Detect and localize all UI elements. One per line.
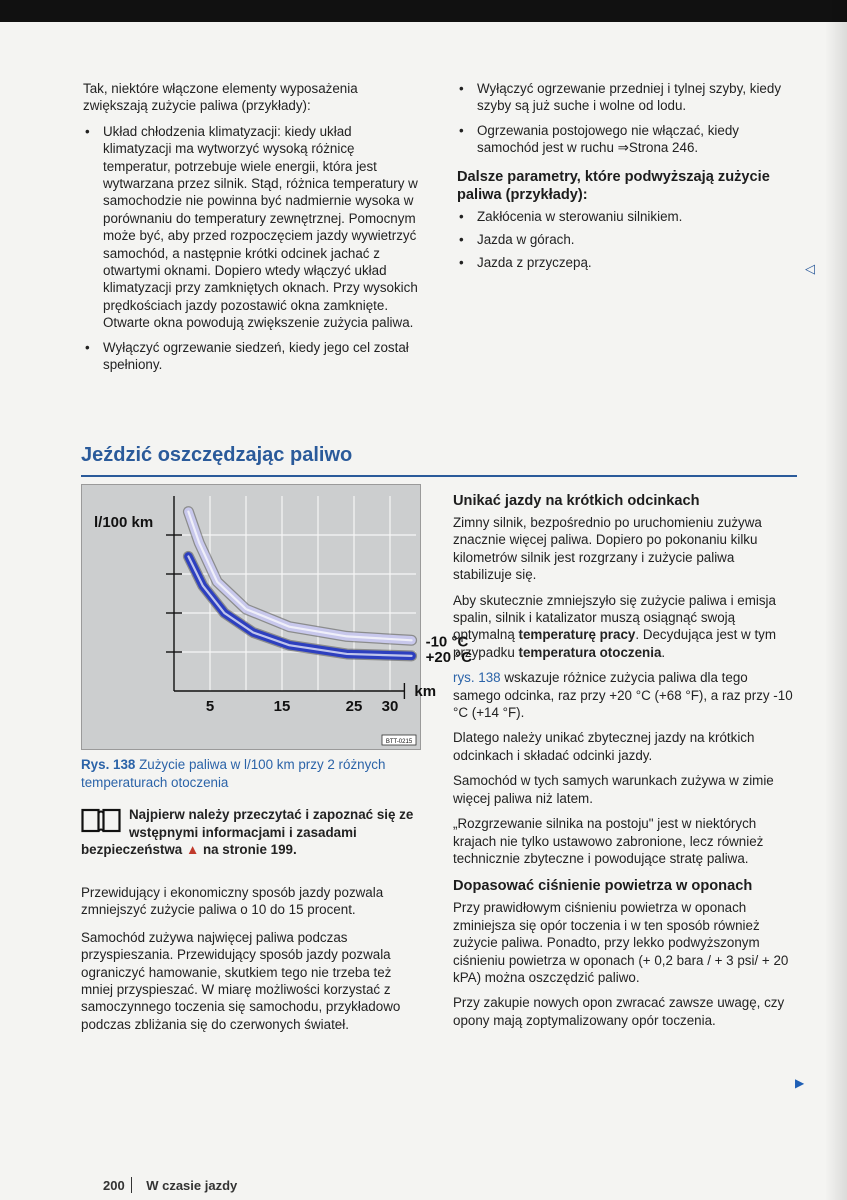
- section-divider: [81, 475, 797, 477]
- subheading-short-trips: Unikać jazdy na krótkich odcinkach: [453, 493, 700, 509]
- x-tick-label: 5: [205, 698, 215, 715]
- list-item: • Zakłócenia w sterowaniu silnikiem.: [459, 208, 683, 224]
- figure-caption-text: Zużycie paliwa w l/100 km przy 2 różnych temperaturach otoczenia: [81, 757, 386, 790]
- intro-paragraph: Tak, niektóre włączone elementy wyposażenia zwiększają zużycie paliwa (przykłady):: [83, 81, 358, 114]
- bullet-icon: •: [85, 123, 90, 139]
- paragraph: Przy prawidłowym ciśnieniu powietrza w oponach zminiejsza się opór toczenia i w ten sposób również zużycie paliwa. Ponadto, przy lekko podwyższonym ciśnieniu powietrza w oponach (+ 0,2 bara / + 3 psi/ + 20 kPA) można oszczędzić paliwo.: [453, 900, 789, 985]
- figure-reference-link[interactable]: rys. 138: [453, 670, 501, 686]
- page-number: 200: [103, 1178, 125, 1193]
- book-icon: [81, 807, 121, 833]
- list-item: • Wyłączyć ogrzewanie siedzeń, kiedy jego cel został spełniony.: [85, 339, 409, 373]
- list-item: • Jazda z przyczepą.: [459, 255, 592, 271]
- series-line-highlight-0: [188, 512, 411, 641]
- x-tick-label: 30: [381, 698, 399, 715]
- warning-icon: ▲: [185, 842, 200, 858]
- figure-caption: [81, 756, 421, 791]
- footer-separator: [131, 1177, 133, 1193]
- bullet-icon: •: [459, 255, 464, 271]
- series-label: -10 °C: [425, 633, 469, 651]
- bullet-icon: •: [459, 232, 464, 248]
- paragraph: Aby skutecznie zmniejszyło się zużycie paliwa i emisja spalin, silnik i katalizator muszą osiągnąć swoją optymalną temperaturę pracy. Decydująca jest w tym przypadku temperatura otoczenia.: [453, 592, 777, 660]
- list-item: • Wyłączyć ogrzewanie przedniej i tylnej szyby, kiedy szyby są już suche i wolne od lodu.: [459, 81, 782, 114]
- right-bottom-column: [453, 492, 793, 1037]
- x-axis-label: km: [414, 683, 437, 700]
- subheading-tyre-pressure: Dopasować ciśnienie powietrza w oponach: [453, 878, 753, 895]
- paragraph: Dlatego należy unikać zbytecznej jazdy na krótkich odcinkach i składać odcinki jazdy.: [453, 730, 755, 763]
- safety-note: Najpierw należy przeczytać i zapoznać się ze wstępnymi informacjami i zasadami bezpieczeństwa ▲ na stronie 199.: [81, 807, 414, 858]
- figure-caption-label: Rys. 138: [81, 757, 136, 772]
- list-item: • Jazda w górach.: [459, 232, 575, 248]
- bullet-icon: •: [459, 122, 464, 138]
- paragraph: Samochód w tych samych warunkach zużywa w zimie więcej paliwa niż latem.: [453, 773, 774, 806]
- x-tick-label: 15: [273, 698, 291, 715]
- left-top-column: [83, 80, 421, 374]
- fuel-consumption-chart: [82, 485, 473, 749]
- subheading-further-parameters: Dalsze parametry, które podwyższają zużycie paliwa (przykłady):: [457, 168, 770, 203]
- chapter-name: W czasie jazdy: [146, 1178, 238, 1193]
- series-label: +20 °C: [425, 648, 473, 666]
- paragraph: Przy zakupie nowych opon zwracać zawsze uwagę, czy opony mają zoptymalizowany opór toczenia.: [453, 995, 785, 1028]
- series-line-outline-0: [188, 512, 411, 641]
- figure-code: BTT-0215: [385, 739, 413, 745]
- page-footer: [103, 1177, 237, 1193]
- y-axis-label: l/100 km: [94, 514, 154, 531]
- continue-icon: ▶: [795, 1076, 805, 1090]
- right-top-column: [457, 80, 791, 272]
- scan-top-edge: [0, 0, 847, 22]
- list-item: • Układ chłodzenia klimatyzacji: kiedy układ klimatyzacji ma wytworzyć wysoką różnicę temperatur, potrzebuje wiele energii, która jest wytwarzana przez silnik. Stąd, różnica temperatury w samochodzie nie powinna być nadmiernie wysoka w porównaniu do temperatury zewnętrznej. Pomocnym może być, aby przed rozpoczęciem jazdy wywietrzyć samochód, a następnie krótki odcinek jachać z otwartymi oknami. Dopiero wtedy włączyć układ klimatyzacji przy zamkniętych oknach. Przy wysokich prędkościach jazdy pozostawić okna zamknięte. Otwarte okna powodują zwiększenie zużycia paliwa.: [85, 123, 418, 331]
- series-line-0: [188, 512, 411, 641]
- fuel-consumption-figure: [81, 484, 473, 750]
- bullet-icon: •: [85, 339, 90, 355]
- section-end-icon: ◁: [805, 261, 815, 276]
- bullet-icon: •: [459, 81, 464, 96]
- left-bottom-column: [81, 884, 421, 1041]
- scan-right-shade: [825, 0, 847, 1200]
- section-title: Jeździć oszczędzając paliwo: [81, 444, 353, 466]
- bullet-icon: •: [459, 208, 464, 224]
- paragraph: Samochód zużywa najwięcej paliwa podczas przyspieszania. Przewidujący sposób jazdy pozwala ograniczyć hamowanie, skutkiem tego nie trzeba też mniej przyspieszać. W miarę możliwości korzystać z samoczynnego toczenia się samochodu, przykładowo podczas zbliżania się do czerwonych świateł.: [81, 929, 401, 1032]
- paragraph: Zimny silnik, bezpośrednio po uruchomieniu zużywa znacznie więcej paliwa. Dopiero po pokonaniu kilku kilometrów silnik jest rozgrzany i zużycie paliwa stabilizuje się.: [453, 515, 762, 583]
- paragraph: rys. 138 wskazuje różnice zużycia paliwa dla tego samego odcinka, raz przy +20 °C (+68 °F), a raz przy -10 °C (+14 °F).: [453, 670, 793, 721]
- x-tick-label: 25: [345, 698, 363, 715]
- paragraph: Przewidujący i ekonomiczny sposób jazdy pozwala zmniejszyć zużycie paliwa o 10 do 15 procent.: [81, 885, 384, 918]
- paragraph: „Rozgrzewanie silnika na postoju" jest w niektórych krajach nie tylko ustawowo zabronione, lecz również technicznie zbyteczne i powodujące stratę paliwa.: [453, 816, 764, 866]
- list-item: • Ogrzewania postojowego nie włączać, kiedy samochód jest w ruchu ⇒Strona 246.: [459, 122, 740, 156]
